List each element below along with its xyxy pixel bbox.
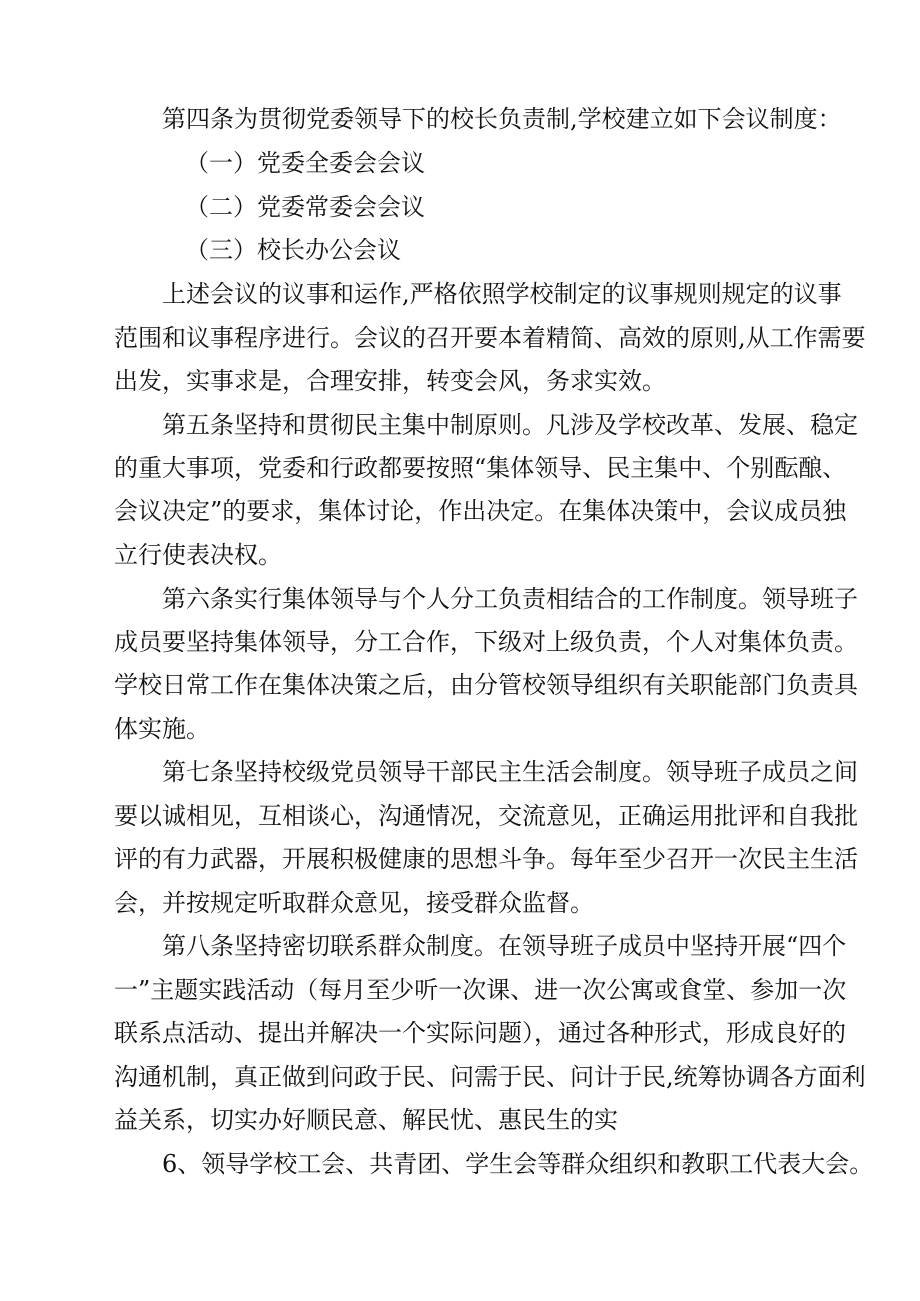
article4-item-2: （二）党委常委会会议 bbox=[185, 193, 425, 221]
article5-line-3: 会议决定”的要求，集体讨论，作出决定。在集体决策中，会议成员独 bbox=[114, 497, 847, 525]
article4-item-3: （三）校长办公会议 bbox=[185, 236, 401, 264]
article5-line-1: 第五条坚持和贯彻民主集中制原则。凡涉及学校改革、发展、稳定 bbox=[162, 411, 858, 439]
article5-line-4: 立行使表决权。 bbox=[114, 541, 282, 569]
article4-intro: 第四条为贯彻党委领导下的校长负责制,学校建立如下会议制度： bbox=[162, 105, 842, 133]
article6-line-3: 学校日常工作在集体决策之后，由分管校领导组织有关职能部门负责具 bbox=[114, 671, 858, 699]
article4-text-line-3: 出发，实事求是，合理安排，转变会风，务求实效。 bbox=[114, 367, 666, 395]
article8-line-2: 一”主题实践活动（每月至少听一次课、进一次公寓或食堂、参加一次 bbox=[114, 976, 847, 1004]
article8-line-1: 第八条坚持密切联系群众制度。在领导班子成员中坚持开展“四个 bbox=[162, 932, 847, 960]
article7-line-4: 会，并按规定听取群众意见，接受群众监督。 bbox=[114, 889, 594, 917]
article8-line-4: 沟通机制，真正做到问政于民、问需于民、问计于民,统筹协调各方面利 bbox=[114, 1063, 866, 1091]
article4-item-1: （一）党委全委会会议 bbox=[185, 149, 425, 177]
article4-text-line-1: 上述会议的议事和运作,严格依照学校制定的议事规则规定的议事 bbox=[162, 280, 842, 308]
article7-line-2: 要以诚相见，互相谈心，沟通情况，交流意见，正确运用批评和自我批 bbox=[114, 802, 858, 830]
article6-line-4: 体实施。 bbox=[114, 715, 210, 743]
article5-line-2: 的重大事项，党委和行政都要按照“集体领导、民主集中、个别酝酿、 bbox=[114, 454, 847, 482]
article6-line-2: 成员要坚持集体领导，分工合作，下级对上级负责，个人对集体负责。 bbox=[114, 628, 858, 656]
article6-line-1: 第六条实行集体领导与个人分工负责相结合的工作制度。领导班子 bbox=[162, 585, 858, 613]
article7-line-3: 评的有力武器，开展积极健康的思想斗争。每年至少召开一次民主生活 bbox=[114, 845, 858, 873]
article7-line-1: 第七条坚持校级党员领导干部民主生活会制度。领导班子成员之间 bbox=[162, 758, 858, 786]
item6-line: 6、领导学校工会、共青团、学生会等群众组织和教职工代表大会。 bbox=[162, 1150, 874, 1178]
article4-text-line-2: 范围和议事程序进行。会议的召开要本着精简、高效的原则,从工作需要 bbox=[114, 324, 866, 352]
article8-line-5: 益关系，切实办好顺民意、解民忧、惠民生的实 bbox=[114, 1106, 618, 1134]
article8-line-3: 联系点活动、提出并解决一个实际问题），通过各种形式，形成良好的 bbox=[114, 1019, 846, 1047]
